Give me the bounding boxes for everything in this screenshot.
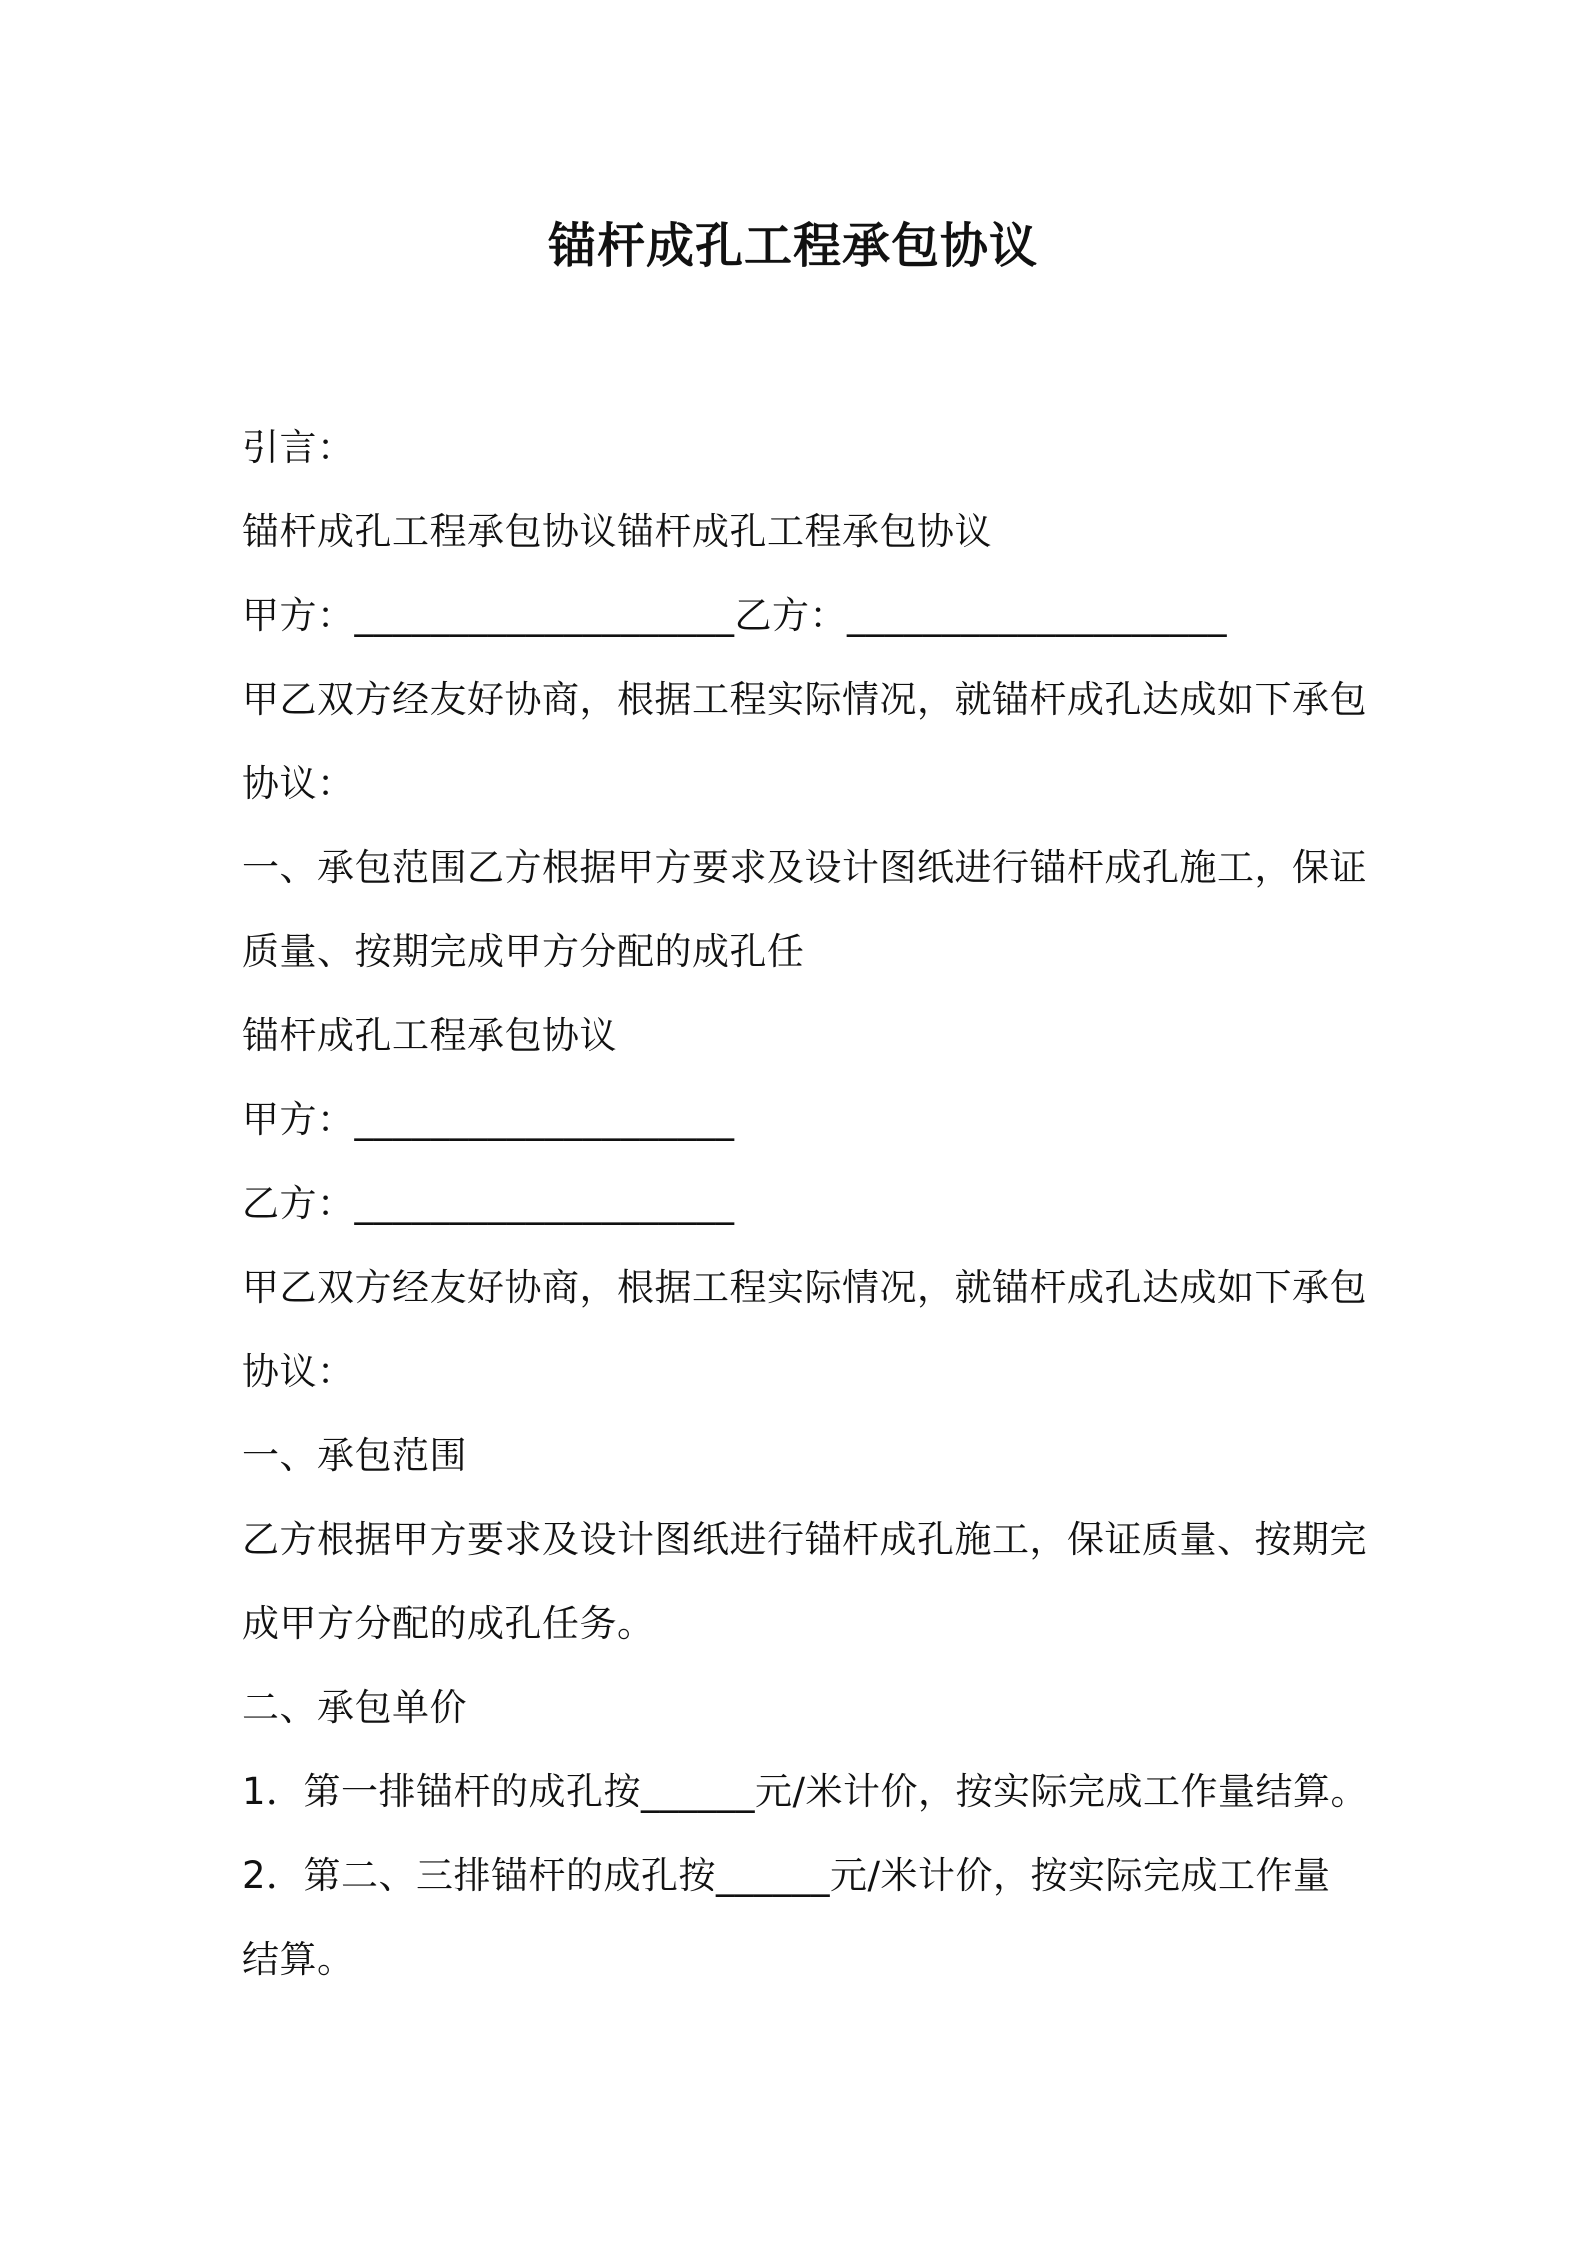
paragraph-line: 成甲方分配的成孔任务。 [242, 1602, 655, 1645]
paragraph-line: 协议： [242, 1350, 355, 1393]
document-title: 锚杆成孔工程承包协议 [547, 218, 1038, 274]
section-heading: 二、承包单价 [242, 1686, 467, 1729]
paragraph-line: 甲乙双方经友好协商，根据工程实际情况，就锚杆成孔达成如下承包 [242, 1266, 1367, 1309]
paragraph-line: 锚杆成孔工程承包协议 [242, 1014, 617, 1057]
party-line: 甲方：____________________乙方：____________________ [242, 594, 1227, 637]
paragraph-line: 协议： [242, 762, 355, 805]
document-body [242, 406, 1369, 2002]
clause-line: 1．第一排锚杆的成孔按______元/米计价，按实际完成工作量结算。 [242, 1770, 1369, 1813]
clause-line: 2．第二、三排锚杆的成孔按______元/米计价，按实际完成工作量 [242, 1854, 1331, 1897]
paragraph-line: 甲乙双方经友好协商，根据工程实际情况，就锚杆成孔达成如下承包 [242, 678, 1367, 721]
paragraph-line: 锚杆成孔工程承包协议锚杆成孔工程承包协议 [242, 510, 992, 553]
paragraph-line: 质量、按期完成甲方分配的成孔任 [242, 930, 805, 973]
section-heading: 一、承包范围 [242, 1434, 467, 1477]
paragraph-line: 乙方根据甲方要求及设计图纸进行锚杆成孔施工，保证质量、按期完 [242, 1518, 1367, 1561]
paragraph-line: 一、承包范围乙方根据甲方要求及设计图纸进行锚杆成孔施工，保证 [242, 846, 1367, 889]
party-b-line: 乙方：____________________ [242, 1182, 735, 1225]
party-a-line: 甲方：____________________ [242, 1098, 735, 1141]
intro-label: 引言： [242, 426, 355, 469]
clause-line: 结算。 [242, 1938, 355, 1981]
